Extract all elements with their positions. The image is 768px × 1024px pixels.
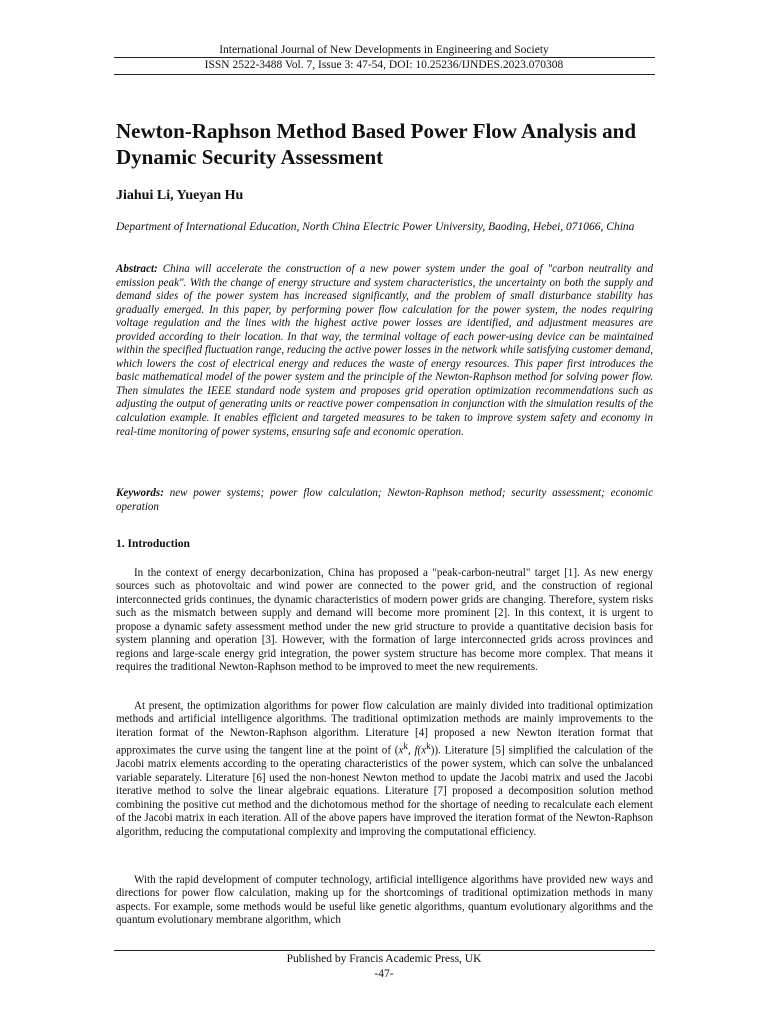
section-heading-introduction: 1. Introduction [116, 538, 190, 550]
publisher-line: Published by Francis Academic Press, UK [286, 953, 482, 965]
math-x: x [398, 745, 404, 758]
math-fx: , f(x [407, 745, 427, 758]
paper-authors: Jiahui Li, Yueyan Hu [116, 188, 244, 203]
paper-title: Newton-Raphson Method Based Power Flow Analysis and Dynamic Security Assessment [116, 119, 637, 169]
keywords-text: new power systems; power flow calculation; Newton-Raphson method; security assessment; economic operation [116, 487, 653, 513]
footer-rule [114, 950, 655, 951]
abstract [116, 263, 653, 439]
keywords [116, 487, 653, 514]
header-rule-bottom [114, 74, 655, 75]
para2-text-after: )). Literature [5] simplified the calculation of the Jacobi matrix elements according to the operating characteristics of the power system, which can solve the unbalanced variable separately. Literature [6] used the non-honest Newton method to update the Jacobi matrix and used the Jacobi iterative method to solve the linear algebraic equations. Literature [7] proposed a decomposition solution method combining the positive cut method and the dichotomous method for the shortage of needing to recalculate each element of the Jacobi matrix in each iteration. All of the above papers have improved the iteration format of the Newton-Raphson algorithm, reducing the computational complexity and improving the computational efficiency. [116, 745, 653, 838]
page-number: -47- [374, 968, 394, 980]
intro-paragraph-2 [116, 700, 653, 839]
author-affiliation: Department of International Education, North China Electric Power University, Baoding, Hebei, 071066, China [116, 221, 635, 233]
math-sup-k-2: k [426, 741, 431, 752]
intro-paragraph-1: In the context of energy decarbonization, China has proposed a "peak-carbon-neutral" target [1]. As new energy sources such as photovoltaic and wind power are connected to the power grid, and the construction of regional interconnected grids continues, the dynamic characteristics of modern power grids are changing. Therefore, system risks such as the mismatch between supply and demand will become more prominent [2]. In this context, it is urgent to propose a dynamic safety assessment method under the new grid structure to provide a quantitative decision basis for system planning and operation [3]. However, with the formation of large interconnected grids across provinces and regions and large-scale energy grid integration, the power system structure has become more complex. That means it requires the traditional Newton-Raphson method to be improved to meet the new requirements. [116, 567, 653, 674]
journal-name: International Journal of New Developments in Engineering and Society [219, 44, 549, 56]
issn-line: ISSN 2522-3488 Vol. 7, Issue 3: 47-54, DOI: 10.25236/IJNDES.2023.070308 [204, 59, 564, 71]
math-sup-k-1: k [403, 741, 408, 752]
keywords-label: Keywords: [116, 487, 164, 499]
intro-paragraph-3: With the rapid development of computer technology, artificial intelligence algorithms have provided new ways and directions for power flow calculation, making up for the shortcomings of traditional optimization methods in many aspects. For example, some methods would be useful like genetic algorithms, quantum evolutionary algorithms and the quantum evolutionary membrane algorithm, which [116, 874, 653, 927]
abstract-label: Abstract: [116, 263, 158, 275]
abstract-text: China will accelerate the construction of a new power system under the goal of "carbon neutrality and emission peak". With the change of energy structure and system characteristics, the uncertainty on both the supply and demand sides of the power system has increased significantly, and the problem of small disturbance stability has gradually emerged. In this paper, by performing power flow calculation for the power system, the nodes requiring voltage regulation and the lines with the highest active power losses are identified, and adjustment measures are provided according to their location. In that way, the terminal voltage of each power-using device can be maintained within the specified fluctuation range, reducing the active power losses in the network while satisfying customer demand, which lowers the cost of electrical energy and reduces the waste of energy resources. This paper first introduces the basic mathematical model of the power system and the principle of the Newton-Raphson method for solving power flow. Then simulates the IEEE standard node system and proposes grid operation optimization recommendations such as adjusting the output of generating units or reactive power compensation in conjunction with the simulation results of the calculation example. It enables efficient and targeted measures to be taken to improve system safety and economy in real-time monitoring of power systems, ensuring safe and economic operation. [116, 263, 654, 438]
para2-text-before: At present, the optimization algorithms for power flow calculation are mainly divided into traditional optimization methods and artificial intelligence algorithms. The traditional optimization methods are mainly improvements to the iteration format of the Newton-Raphson algorithm. Literature [4] proposed a new Newton iteration format that approximates the curve using the tangent line at the point of ( [116, 700, 653, 758]
